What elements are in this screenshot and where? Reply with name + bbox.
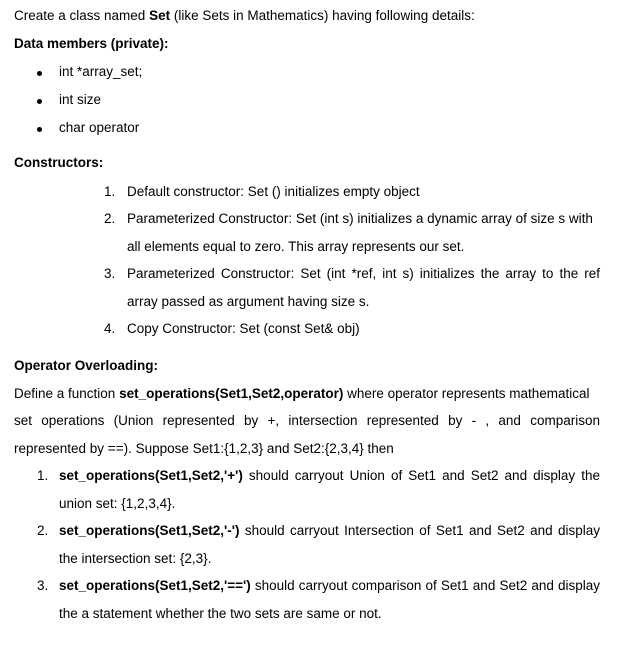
operation-text: should carryout Intersection of Set1 and Set2 and display xyxy=(239,523,600,538)
class-name: Set xyxy=(149,8,171,23)
paragraph-line xyxy=(14,385,590,403)
operation-call: set_operations(Set1,Set2,'==') xyxy=(59,578,251,593)
operation-text: should carryout Union of Set1 and Set2 and display the xyxy=(242,468,600,483)
constructor-item-text: Parameterized Constructor: Set (int s) initializes a dynamic array of size s with xyxy=(127,211,593,226)
paragraph-text: Define a function xyxy=(14,386,120,401)
intro-suffix: (like Sets in Mathematics) having following details: xyxy=(170,8,475,23)
list-number: 4. xyxy=(104,321,116,336)
list-number: 1. xyxy=(104,184,116,199)
constructors-heading: Constructors: xyxy=(14,155,104,170)
bullet-icon xyxy=(37,99,42,104)
operator-overloading-heading: Operator Overloading: xyxy=(14,358,159,373)
list-number: 1. xyxy=(37,468,49,483)
list-number: 2. xyxy=(104,211,116,226)
constructor-item-text: Parameterized Constructor: Set (int *ref, int s) initializes the array to the ref xyxy=(127,266,600,281)
function-signature: set_operations(Set1,Set2,operator) xyxy=(119,386,344,401)
constructor-item-text: array passed as argument having size s. xyxy=(127,294,370,309)
paragraph-text: where operator represents mathematical xyxy=(343,386,590,401)
operation-text: should carryout comparison of Set1 and Set2 and display xyxy=(250,578,600,593)
bullet-icon xyxy=(37,71,42,76)
list-number: 2. xyxy=(37,523,49,538)
bullet-icon xyxy=(37,127,42,132)
operation-item-line: the intersection set: {2,3}. xyxy=(59,551,212,566)
data-members-heading: Data members (private): xyxy=(14,36,169,51)
paragraph-line: set operations (Union represented by +, intersection represented by - , and comparison xyxy=(14,413,600,428)
intro-line xyxy=(14,7,475,25)
data-member-item: int *array_set; xyxy=(59,64,143,79)
operation-item-line: the a statement whether the two sets are same or not. xyxy=(59,606,382,621)
operation-item-line: union set: {1,2,3,4}. xyxy=(59,496,176,511)
operation-item-line xyxy=(59,467,600,485)
operation-item-line xyxy=(59,577,600,595)
data-member-item: char operator xyxy=(59,120,140,135)
list-number: 3. xyxy=(37,578,49,593)
paragraph-line: represented by ==). Suppose Set1:{1,2,3} and Set2:{2,3,4} then xyxy=(14,441,394,456)
constructor-item-text: Copy Constructor: Set (const Set& obj) xyxy=(127,321,360,336)
constructor-item-text: Default constructor: Set () initializes empty object xyxy=(127,184,420,199)
intro-prefix: Create a class named xyxy=(14,8,150,23)
operation-call: set_operations(Set1,Set2,'+') xyxy=(59,468,243,483)
constructor-item-text: all elements equal to zero. This array represents our set. xyxy=(127,239,465,254)
data-member-item: int size xyxy=(59,92,102,107)
list-number: 3. xyxy=(104,266,116,281)
operation-call: set_operations(Set1,Set2,'-') xyxy=(59,523,240,538)
operation-item-line xyxy=(59,522,600,540)
